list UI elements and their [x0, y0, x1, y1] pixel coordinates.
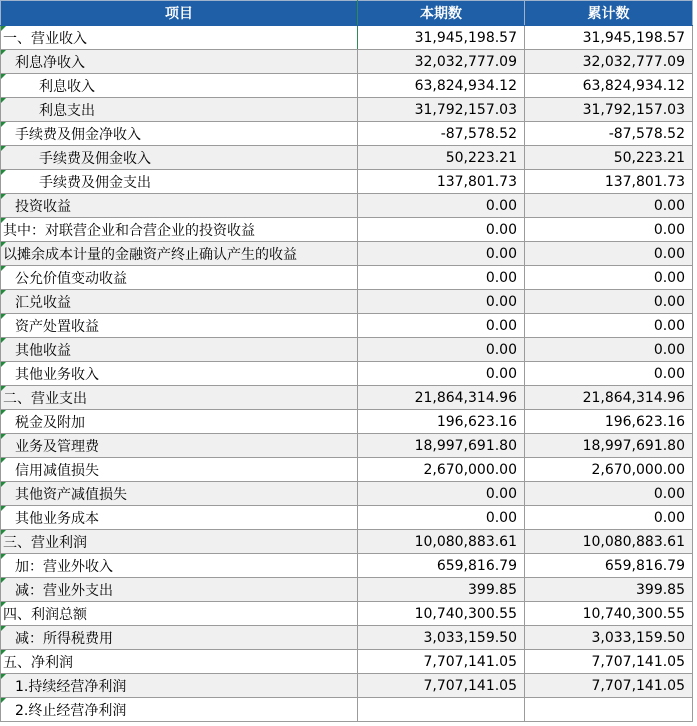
current-cell[interactable]: 399.85 [358, 578, 525, 602]
item-label: 利息支出 [39, 102, 95, 119]
cumulative-cell[interactable]: 0.00 [525, 242, 693, 266]
item-cell[interactable] [1, 578, 358, 602]
cumulative-cell[interactable]: 63,824,934.12 [525, 74, 693, 98]
table-row [1, 26, 693, 50]
current-cell[interactable]: 10,740,300.55 [358, 602, 525, 626]
table-row [1, 698, 693, 722]
item-cell[interactable] [1, 338, 358, 362]
item-cell[interactable] [1, 674, 358, 698]
item-cell[interactable] [1, 434, 358, 458]
cell-marker [1, 434, 6, 439]
cumulative-cell[interactable]: 7,707,141.05 [525, 650, 693, 674]
current-cell[interactable]: 31,945,198.57 [358, 26, 525, 50]
item-label: 其他业务成本 [15, 510, 99, 527]
item-cell[interactable] [1, 554, 358, 578]
item-label: 其他收益 [15, 342, 71, 359]
header-cumulative[interactable]: 累计数 [525, 1, 693, 26]
item-label: 加：营业外收入 [15, 558, 113, 575]
table-row [1, 674, 693, 698]
cumulative-cell[interactable]: 0.00 [525, 362, 693, 386]
item-label: 四、利润总额 [3, 606, 87, 623]
item-cell[interactable] [1, 314, 358, 338]
item-cell[interactable] [1, 194, 358, 218]
item-cell[interactable] [1, 218, 358, 242]
cell-marker [1, 146, 6, 151]
item-cell[interactable] [1, 122, 358, 146]
header-item[interactable]: 项目 [1, 1, 358, 26]
cell-marker [1, 362, 6, 367]
cumulative-cell[interactable]: 399.85 [525, 578, 693, 602]
item-cell[interactable] [1, 50, 358, 74]
item-label: 其他业务收入 [15, 366, 99, 383]
cell-marker [1, 98, 6, 103]
current-cell[interactable]: 7,707,141.05 [358, 674, 525, 698]
table-row [1, 386, 693, 410]
item-label: 减：营业外支出 [15, 582, 113, 599]
item-label: 手续费及佣金支出 [39, 174, 151, 191]
cell-marker [1, 674, 6, 679]
current-cell[interactable]: -87,578.52 [358, 122, 525, 146]
item-cell[interactable] [1, 530, 358, 554]
current-cell[interactable]: 0.00 [358, 338, 525, 362]
table-row [1, 290, 693, 314]
item-cell[interactable] [1, 458, 358, 482]
table-row [1, 362, 693, 386]
cumulative-cell[interactable]: 0.00 [525, 506, 693, 530]
current-cell[interactable]: 50,223.21 [358, 146, 525, 170]
cumulative-cell[interactable]: 50,223.21 [525, 146, 693, 170]
header-row [1, 1, 693, 26]
item-label: 手续费及佣金净收入 [15, 126, 141, 143]
item-label: 公允价值变动收益 [15, 270, 127, 287]
item-label: 其他资产减值损失 [15, 486, 127, 503]
item-cell[interactable] [1, 506, 358, 530]
item-label: 资产处置收益 [15, 318, 99, 335]
current-cell[interactable]: 7,707,141.05 [358, 650, 525, 674]
cumulative-cell[interactable]: 0.00 [525, 290, 693, 314]
table-row [1, 458, 693, 482]
table-row [1, 146, 693, 170]
cell-marker [1, 122, 6, 127]
cumulative-cell[interactable]: 31,945,198.57 [525, 26, 693, 50]
cell-marker [1, 482, 6, 487]
cumulative-cell[interactable] [525, 698, 693, 722]
table-row [1, 482, 693, 506]
table-row [1, 338, 693, 362]
cumulative-cell[interactable]: 0.00 [525, 218, 693, 242]
table-row [1, 530, 693, 554]
item-cell[interactable] [1, 98, 358, 122]
cumulative-cell[interactable]: 21,864,314.96 [525, 386, 693, 410]
cumulative-cell[interactable]: 10,740,300.55 [525, 602, 693, 626]
cumulative-cell[interactable]: 18,997,691.80 [525, 434, 693, 458]
item-cell[interactable] [1, 74, 358, 98]
table-row [1, 554, 693, 578]
current-cell[interactable]: 0.00 [358, 506, 525, 530]
current-cell[interactable]: 659,816.79 [358, 554, 525, 578]
item-cell[interactable] [1, 266, 358, 290]
item-cell[interactable] [1, 362, 358, 386]
item-cell[interactable] [1, 170, 358, 194]
cell-marker [1, 290, 6, 295]
item-label: 五、净利润 [3, 654, 73, 671]
table-row [1, 242, 693, 266]
table-row [1, 578, 693, 602]
cumulative-cell[interactable]: -87,578.52 [525, 122, 693, 146]
item-label: 投资收益 [15, 198, 71, 215]
item-cell[interactable] [1, 290, 358, 314]
table-row [1, 506, 693, 530]
cell-marker [1, 50, 6, 55]
cell-marker [1, 698, 6, 703]
cell-marker [1, 338, 6, 343]
cell-marker [1, 74, 6, 79]
cell-marker [1, 386, 6, 391]
table-row [1, 434, 693, 458]
cumulative-cell[interactable]: 0.00 [525, 482, 693, 506]
cell-marker [1, 26, 6, 31]
cell-marker [1, 578, 6, 583]
cumulative-cell[interactable]: 10,080,883.61 [525, 530, 693, 554]
item-label: 二、营业支出 [3, 390, 87, 407]
cumulative-cell[interactable]: 0.00 [525, 338, 693, 362]
item-label: 信用减值损失 [15, 462, 99, 479]
cumulative-cell[interactable]: 31,792,157.03 [525, 98, 693, 122]
cumulative-cell[interactable]: 137,801.73 [525, 170, 693, 194]
table-row [1, 266, 693, 290]
cell-marker [1, 650, 6, 655]
current-cell[interactable]: 0.00 [358, 362, 525, 386]
current-cell[interactable]: 63,824,934.12 [358, 74, 525, 98]
item-cell[interactable] [1, 146, 358, 170]
item-label: 手续费及佣金收入 [39, 150, 151, 167]
current-cell[interactable]: 0.00 [358, 482, 525, 506]
table-row [1, 410, 693, 434]
current-cell[interactable]: 21,864,314.96 [358, 386, 525, 410]
current-cell[interactable]: 3,033,159.50 [358, 626, 525, 650]
item-cell[interactable] [1, 626, 358, 650]
item-cell[interactable] [1, 482, 358, 506]
current-cell[interactable] [358, 698, 525, 722]
current-cell[interactable]: 0.00 [358, 218, 525, 242]
current-cell[interactable]: 31,792,157.03 [358, 98, 525, 122]
item-cell[interactable] [1, 650, 358, 674]
item-cell[interactable] [1, 26, 358, 50]
item-cell[interactable] [1, 386, 358, 410]
item-label: 1.持续经营净利润 [15, 678, 127, 695]
current-cell[interactable]: 137,801.73 [358, 170, 525, 194]
table-row [1, 314, 693, 338]
item-label: 一、营业收入 [3, 30, 87, 47]
item-label: 汇兑收益 [15, 294, 71, 311]
item-cell[interactable] [1, 410, 358, 434]
cell-marker [1, 554, 6, 559]
cell-marker [1, 626, 6, 631]
cell-marker [1, 218, 6, 223]
item-label: 利息收入 [39, 78, 95, 95]
current-cell[interactable]: 18,997,691.80 [358, 434, 525, 458]
item-cell[interactable] [1, 602, 358, 626]
table-row [1, 74, 693, 98]
current-cell[interactable]: 0.00 [358, 314, 525, 338]
table-row [1, 626, 693, 650]
cell-marker [1, 458, 6, 463]
current-cell[interactable]: 196,623.16 [358, 410, 525, 434]
current-cell[interactable]: 32,032,777.09 [358, 50, 525, 74]
cell-marker [1, 266, 6, 271]
cell-marker [1, 314, 6, 319]
item-cell[interactable] [1, 698, 358, 722]
item-label: 2.终止经营净利润 [15, 702, 127, 719]
item-label: 其中：对联营企业和合营企业的投资收益 [3, 222, 255, 239]
item-label: 三、营业利润 [3, 534, 87, 551]
current-cell[interactable]: 0.00 [358, 290, 525, 314]
cumulative-cell[interactable]: 3,033,159.50 [525, 626, 693, 650]
cumulative-cell[interactable]: 196,623.16 [525, 410, 693, 434]
table-row [1, 650, 693, 674]
current-cell[interactable]: 2,670,000.00 [358, 458, 525, 482]
cell-marker [1, 410, 6, 415]
cumulative-cell[interactable]: 659,816.79 [525, 554, 693, 578]
cell-marker [1, 242, 6, 247]
cumulative-cell[interactable]: 7,707,141.05 [525, 674, 693, 698]
table-row [1, 170, 693, 194]
current-cell[interactable]: 0.00 [358, 194, 525, 218]
item-label: 减：所得税费用 [15, 630, 113, 647]
item-label: 税金及附加 [15, 414, 85, 431]
item-label: 利息净收入 [15, 54, 85, 71]
table-row [1, 122, 693, 146]
current-cell[interactable]: 10,080,883.61 [358, 530, 525, 554]
cell-marker [1, 170, 6, 175]
cumulative-cell[interactable]: 0.00 [525, 266, 693, 290]
table-row [1, 602, 693, 626]
item-cell[interactable] [1, 242, 358, 266]
current-cell[interactable]: 0.00 [358, 266, 525, 290]
table-row [1, 50, 693, 74]
current-cell[interactable]: 0.00 [358, 242, 525, 266]
cumulative-cell[interactable]: 32,032,777.09 [525, 50, 693, 74]
table-row [1, 218, 693, 242]
cumulative-cell[interactable]: 0.00 [525, 194, 693, 218]
item-label: 以摊余成本计量的金融资产终止确认产生的收益 [3, 246, 297, 263]
cell-marker [1, 602, 6, 607]
cumulative-cell[interactable]: 0.00 [525, 314, 693, 338]
cell-marker [1, 530, 6, 535]
item-label: 业务及管理费 [15, 438, 99, 455]
cell-marker [1, 194, 6, 199]
cell-marker [1, 506, 6, 511]
header-current[interactable]: 本期数 [358, 1, 525, 26]
table-row [1, 194, 693, 218]
table-row [1, 98, 693, 122]
cumulative-cell[interactable]: 2,670,000.00 [525, 458, 693, 482]
